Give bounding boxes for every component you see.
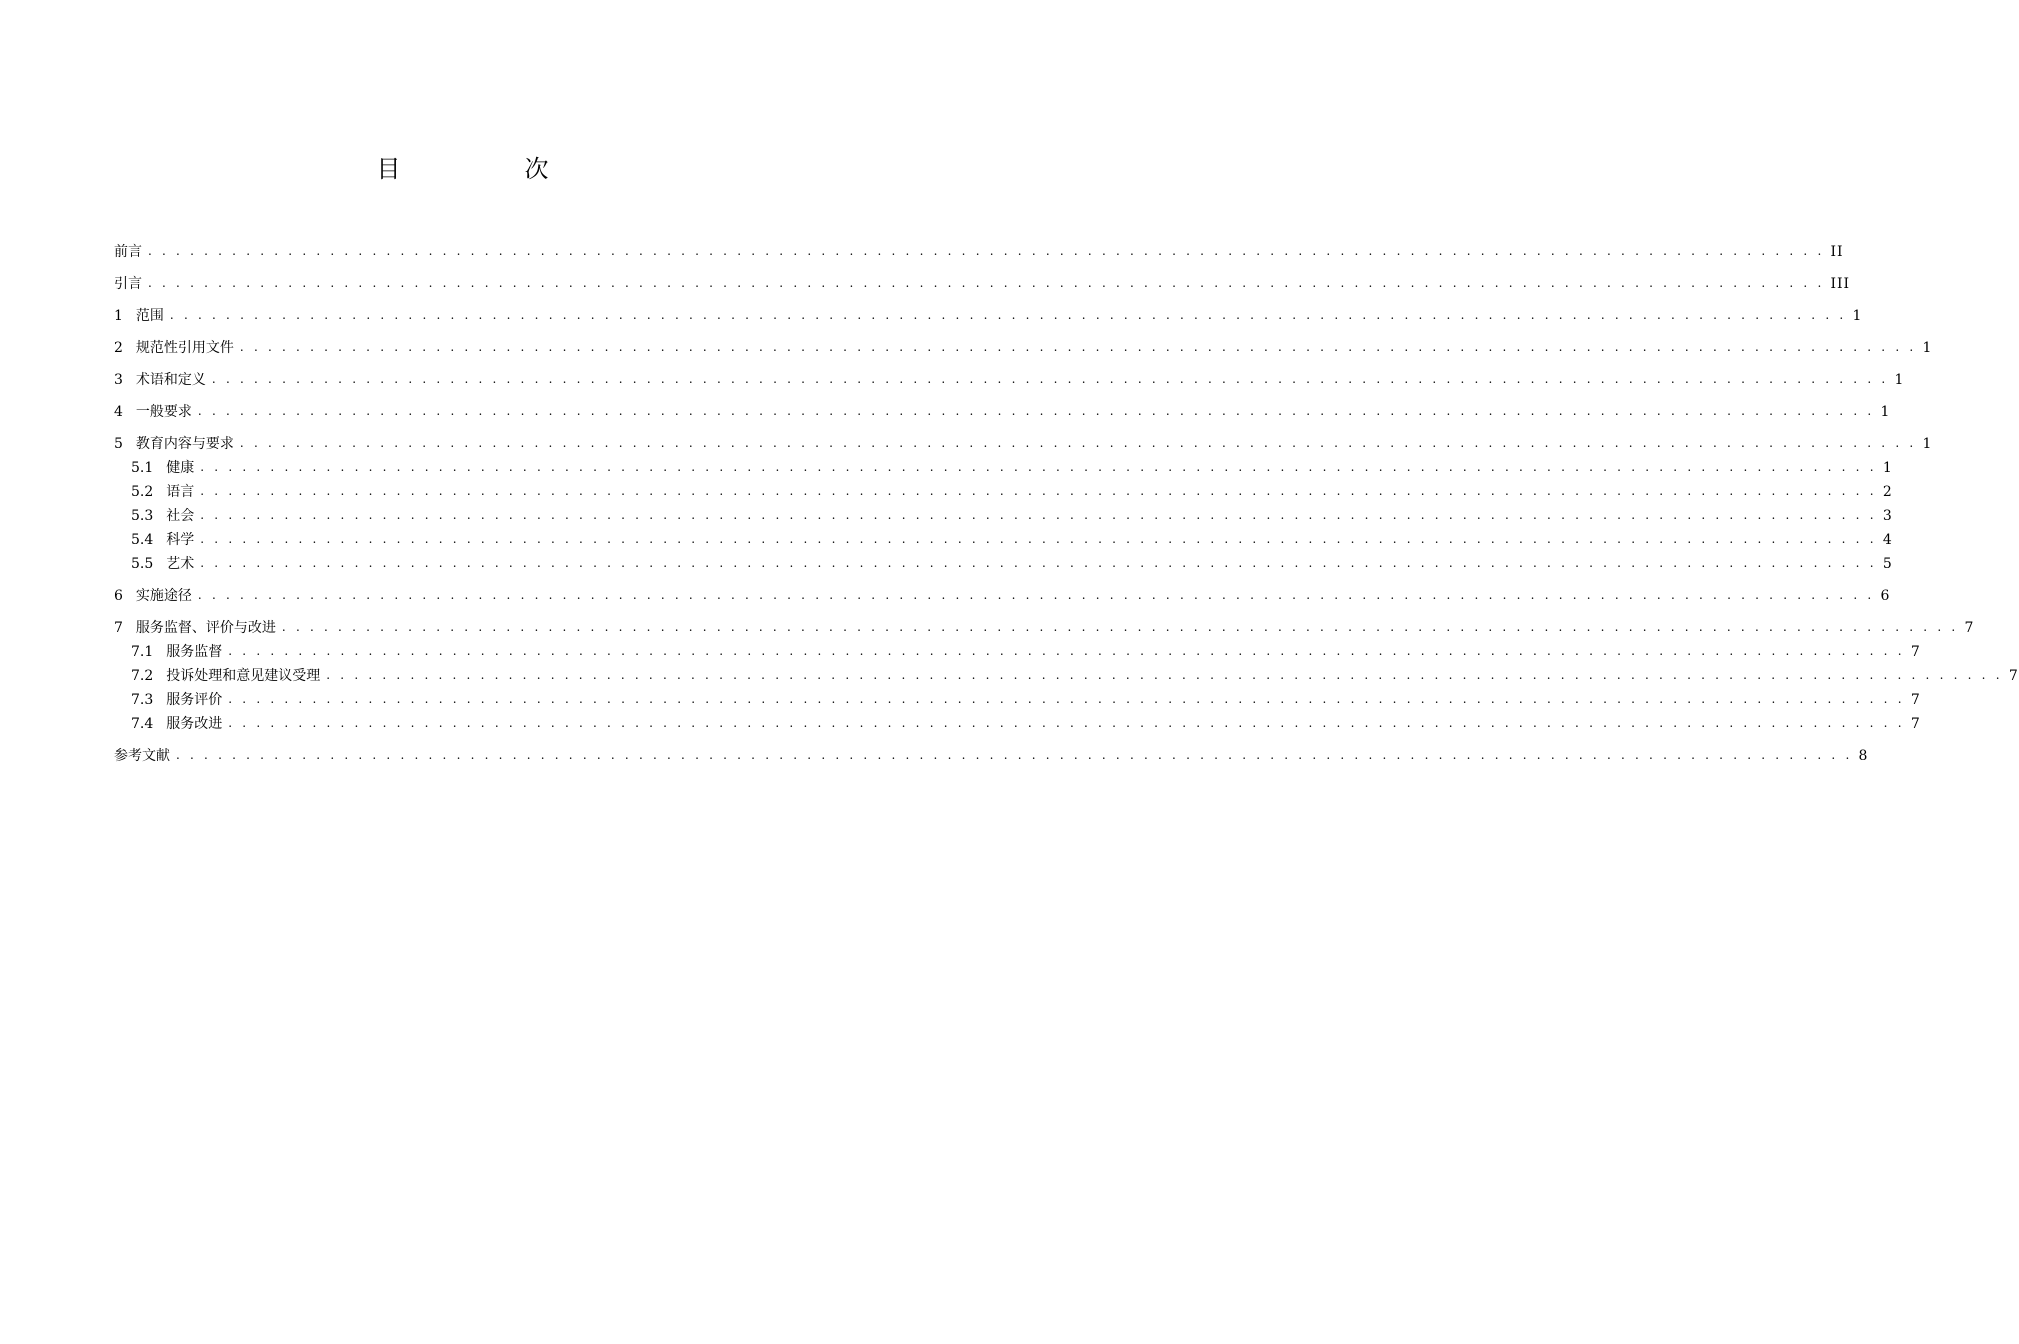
toc-entry-title: 前言 [114,244,142,260]
table-of-contents [114,236,2019,768]
toc-entry-number: 4 [114,404,123,420]
toc-entry-page: 1 [1882,460,1893,476]
toc-entry-title: 范围 [135,308,164,324]
toc-entry[interactable] [114,664,2019,688]
toc-entry-page: 7 [1910,692,1921,708]
toc-entry-title: 科学 [166,532,195,548]
toc-entry-title: 术语和定义 [135,372,206,388]
toc-entry[interactable] [114,368,1905,392]
toc-entry-number: 7.2 [131,668,154,684]
toc-entry-number: 7.3 [131,692,154,708]
toc-entry[interactable] [114,712,1921,736]
toc-entry[interactable] [114,688,1921,712]
toc-entry[interactable] [114,552,1893,576]
toc-entry-title: 服务监督 [166,644,223,660]
dot-leader: . . . . . . . . . . . . . . . . . . . . . . . . . . . . . . . . . . . . . . . . . . . . . . . . . . . . . . . . . . . . . . . . . . . . . . . . . . . . . . . . . . . . . . . . . . . . . . . . . . . . . . . . . . . . . . . . . . . . . . . . [200,508,1877,522]
toc-entry-number: 5.4 [131,532,154,548]
dot-leader: . . . . . . . . . . . . . . . . . . . . . . . . . . . . . . . . . . . . . . . . . . . . . . . . . . . . . . . . . . . . . . . . . . . . . . . . . . . . . . . . . . . . . . . . . . . . . . . . . . . . . . . . . . . . . . . . . . . . . . . . [228,716,1905,730]
toc-entry-title: 实施途径 [135,588,192,604]
toc-entry[interactable] [114,432,1933,456]
toc-entry-number: 7.4 [131,716,154,732]
toc-entry-title: 投诉处理和意见建议受理 [166,668,321,684]
dot-leader: . . . . . . . . . . . . . . . . . . . . . . . . . . . . . . . . . . . . . . . . . . . . . . . . . . . . . . . . . . . . . . . . . . . . . . . . . . . . . . . . . . . . . . . . . . . . . . . . . . . . . . . . . . . . . . . . . . . . . . . . [326,668,2003,682]
toc-entry-title: 健康 [166,460,195,476]
toc-entry[interactable] [114,240,1844,264]
dot-leader: . . . . . . . . . . . . . . . . . . . . . . . . . . . . . . . . . . . . . . . . . . . . . . . . . . . . . . . . . . . . . . . . . . . . . . . . . . . . . . . . . . . . . . . . . . . . . . . . . . . . . . . . . . . . . . . . . . . . . . . . [228,692,1905,706]
toc-entry-page: 6 [1880,588,1891,604]
toc-entry-page: II [1830,244,1844,260]
toc-entry-page: 2 [1882,484,1893,500]
toc-entry[interactable] [114,480,1893,504]
dot-leader: . . . . . . . . . . . . . . . . . . . . . . . . . . . . . . . . . . . . . . . . . . . . . . . . . . . . . . . . . . . . . . . . . . . . . . . . . . . . . . . . . . . . . . . . . . . . . . . . . . . . . . . . . . . . . . . . . . . . . . . . [200,556,1877,570]
toc-entry-title: 服务评价 [166,692,223,708]
toc-entry[interactable] [114,640,1921,664]
toc-entry-page: 7 [2008,668,2019,684]
dot-leader: . . . . . . . . . . . . . . . . . . . . . . . . . . . . . . . . . . . . . . . . . . . . . . . . . . . . . . . . . . . . . . . . . . . . . . . . . . . . . . . . . . . . . . . . . . . . . . . . . . . . . . . . . . . . . . . . . . . . . . . . [200,460,1877,474]
toc-entry-number: 5.2 [131,484,154,500]
toc-entry-page: 7 [1910,644,1921,660]
dot-leader: . . . . . . . . . . . . . . . . . . . . . . . . . . . . . . . . . . . . . . . . . . . . . . . . . . . . . . . . . . . . . . . . . . . . . . . . . . . . . . . . . . . . . . . . . . . . . . . . . . . . . . . . . . . . . . . . . . . . . . . . [281,620,1959,634]
toc-entry-number: 5.5 [131,556,154,572]
toc-entry-number: 6 [114,588,123,604]
toc-entry[interactable] [114,400,1891,424]
toc-entry[interactable] [114,616,1975,640]
toc-entry-number: 1 [114,308,123,324]
toc-entry[interactable] [114,528,1893,552]
dot-leader: . . . . . . . . . . . . . . . . . . . . . . . . . . . . . . . . . . . . . . . . . . . . . . . . . . . . . . . . . . . . . . . . . . . . . . . . . . . . . . . . . . . . . . . . . . . . . . . . . . . . . . . . . . . . . . . . . . . . . . . . [200,484,1877,498]
toc-entry-title: 社会 [166,508,195,524]
dot-leader: . . . . . . . . . . . . . . . . . . . . . . . . . . . . . . . . . . . . . . . . . . . . . . . . . . . . . . . . . . . . . . . . . . . . . . . . . . . . . . . . . . . . . . . . . . . . . . . . . . . . . . . . . . . . . . . . . . . . . . . . [148,244,1825,258]
toc-entry-title: 语言 [166,484,195,500]
dot-leader: . . . . . . . . . . . . . . . . . . . . . . . . . . . . . . . . . . . . . . . . . . . . . . . . . . . . . . . . . . . . . . . . . . . . . . . . . . . . . . . . . . . . . . . . . . . . . . . . . . . . . . . . . . . . . . . . . . . . . . . . [239,436,1917,450]
toc-entry-page: 8 [1858,748,1869,764]
toc-entry-number: 3 [114,372,123,388]
toc-entry-page: 1 [1852,308,1863,324]
toc-entry[interactable] [114,456,1893,480]
dot-leader: . . . . . . . . . . . . . . . . . . . . . . . . . . . . . . . . . . . . . . . . . . . . . . . . . . . . . . . . . . . . . . . . . . . . . . . . . . . . . . . . . . . . . . . . . . . . . . . . . . . . . . . . . . . . . . . . . . . . . . . . [169,308,1847,322]
dot-leader: . . . . . . . . . . . . . . . . . . . . . . . . . . . . . . . . . . . . . . . . . . . . . . . . . . . . . . . . . . . . . . . . . . . . . . . . . . . . . . . . . . . . . . . . . . . . . . . . . . . . . . . . . . . . . . . . . . . . . . . . [176,748,1853,762]
toc-entry-title: 一般要求 [135,404,192,420]
toc-entry-page: 4 [1882,532,1893,548]
toc-entry[interactable] [114,584,1891,608]
toc-entry-title: 服务改进 [166,716,223,732]
toc-entry-number: 2 [114,340,123,356]
toc-entry[interactable] [114,504,1893,528]
toc-entry-page: 1 [1922,436,1933,452]
toc-entry-page: 3 [1882,508,1893,524]
toc-entry[interactable] [114,744,1869,768]
toc-entry[interactable] [114,304,1863,328]
toc-entry-page: 1 [1922,340,1933,356]
toc-entry-number: 5.3 [131,508,154,524]
toc-entry-title: 艺术 [166,556,195,572]
toc-entry[interactable] [114,272,1851,296]
toc-entry-page: 7 [1964,620,1975,636]
dot-leader: . . . . . . . . . . . . . . . . . . . . . . . . . . . . . . . . . . . . . . . . . . . . . . . . . . . . . . . . . . . . . . . . . . . . . . . . . . . . . . . . . . . . . . . . . . . . . . . . . . . . . . . . . . . . . . . . . . . . . . . . [200,532,1877,546]
toc-entry-number: 5 [114,436,123,452]
toc-entry-title: 规范性引用文件 [135,340,234,356]
toc-entry-number: 7.1 [131,644,154,660]
toc-entry-number: 7 [114,620,123,636]
dot-leader: . . . . . . . . . . . . . . . . . . . . . . . . . . . . . . . . . . . . . . . . . . . . . . . . . . . . . . . . . . . . . . . . . . . . . . . . . . . . . . . . . . . . . . . . . . . . . . . . . . . . . . . . . . . . . . . . . . . . . . . . [239,340,1917,354]
page-title: 目 次 [376,155,599,183]
toc-entry-number: 5.1 [131,460,154,476]
dot-leader: . . . . . . . . . . . . . . . . . . . . . . . . . . . . . . . . . . . . . . . . . . . . . . . . . . . . . . . . . . . . . . . . . . . . . . . . . . . . . . . . . . . . . . . . . . . . . . . . . . . . . . . . . . . . . . . . . . . . . . . . [197,404,1875,418]
toc-entry-title: 教育内容与要求 [135,436,234,452]
toc-entry-page: 7 [1910,716,1921,732]
toc-entry-page: 1 [1894,372,1905,388]
dot-leader: . . . . . . . . . . . . . . . . . . . . . . . . . . . . . . . . . . . . . . . . . . . . . . . . . . . . . . . . . . . . . . . . . . . . . . . . . . . . . . . . . . . . . . . . . . . . . . . . . . . . . . . . . . . . . . . . . . . . . . . . [197,588,1875,602]
toc-entry[interactable] [114,336,1933,360]
dot-leader: . . . . . . . . . . . . . . . . . . . . . . . . . . . . . . . . . . . . . . . . . . . . . . . . . . . . . . . . . . . . . . . . . . . . . . . . . . . . . . . . . . . . . . . . . . . . . . . . . . . . . . . . . . . . . . . . . . . . . . . . [211,372,1889,386]
toc-entry-page: III [1830,276,1851,292]
toc-entry-page: 5 [1882,556,1893,572]
toc-entry-title: 引言 [114,276,142,292]
toc-entry-page: 1 [1880,404,1891,420]
toc-entry-title: 参考文献 [114,748,170,764]
toc-entry-title: 服务监督、评价与改进 [135,620,276,636]
dot-leader: . . . . . . . . . . . . . . . . . . . . . . . . . . . . . . . . . . . . . . . . . . . . . . . . . . . . . . . . . . . . . . . . . . . . . . . . . . . . . . . . . . . . . . . . . . . . . . . . . . . . . . . . . . . . . . . . . . . . . . . . [148,276,1825,290]
dot-leader: . . . . . . . . . . . . . . . . . . . . . . . . . . . . . . . . . . . . . . . . . . . . . . . . . . . . . . . . . . . . . . . . . . . . . . . . . . . . . . . . . . . . . . . . . . . . . . . . . . . . . . . . . . . . . . . . . . . . . . . . [228,644,1905,658]
